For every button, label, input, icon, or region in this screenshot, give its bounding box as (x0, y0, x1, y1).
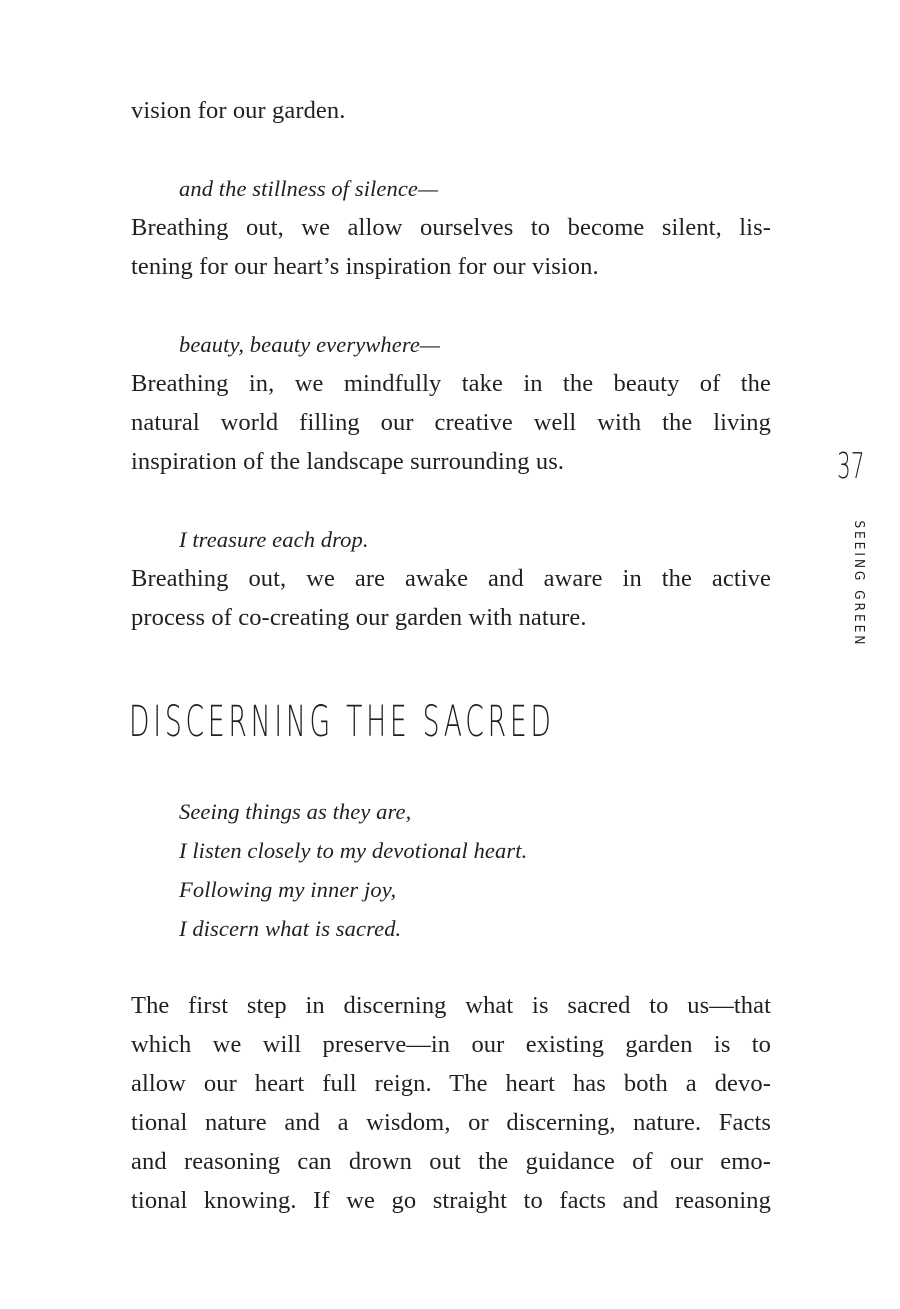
body-paragraph (131, 986, 771, 1220)
paragraph-vision (131, 91, 771, 130)
text-line: Breathing out, we allow ourselves to become silent, lis- (131, 214, 771, 241)
section-heading: DISCERNING THE SACRED (129, 697, 555, 747)
text-line: tening for our heart’s inspiration for our vision. (131, 253, 599, 280)
text-line: allow our heart full reign. The heart has both a devo- (131, 1070, 771, 1097)
verse-line: I treasure each drop. (179, 527, 369, 552)
stanza-beauty (131, 325, 771, 481)
running-title: SEEING GREEN (851, 520, 866, 648)
poem (131, 792, 771, 948)
poem-line: Following my inner joy, (179, 877, 397, 902)
verse-line: and the stillness of silence— (179, 176, 439, 201)
text-line: Breathing out, we are awake and aware in the active (131, 565, 771, 592)
page-number: 37 (837, 446, 865, 487)
text-line: which we will preserve—in our existing garden is to (131, 1031, 771, 1058)
text-line: and reasoning can drown out the guidance of our emo- (131, 1148, 771, 1175)
text-line: natural world filling our creative well with the living (131, 409, 771, 436)
stanza-stillness (131, 169, 771, 286)
verse-line: beauty, beauty everywhere— (179, 332, 441, 357)
text-line: inspiration of the landscape surrounding us. (131, 448, 565, 475)
poem-line: I listen closely to my devotional heart. (179, 838, 528, 863)
stanza-treasure (131, 520, 771, 637)
text-line: Breathing in, we mindfully take in the beauty of the (131, 370, 771, 397)
text-line: process of co-creating our garden with nature. (131, 604, 587, 631)
poem-line: Seeing things as they are, (179, 799, 412, 824)
text-line: tional knowing. If we go straight to facts and reasoning (131, 1187, 771, 1214)
poem-line: I discern what is sacred. (179, 916, 402, 941)
text-line: tional nature and a wisdom, or discerning, nature. Facts (131, 1109, 771, 1136)
text-line: The first step in discerning what is sacred to us—that (131, 992, 771, 1019)
text-line: vision for our garden. (131, 97, 346, 124)
